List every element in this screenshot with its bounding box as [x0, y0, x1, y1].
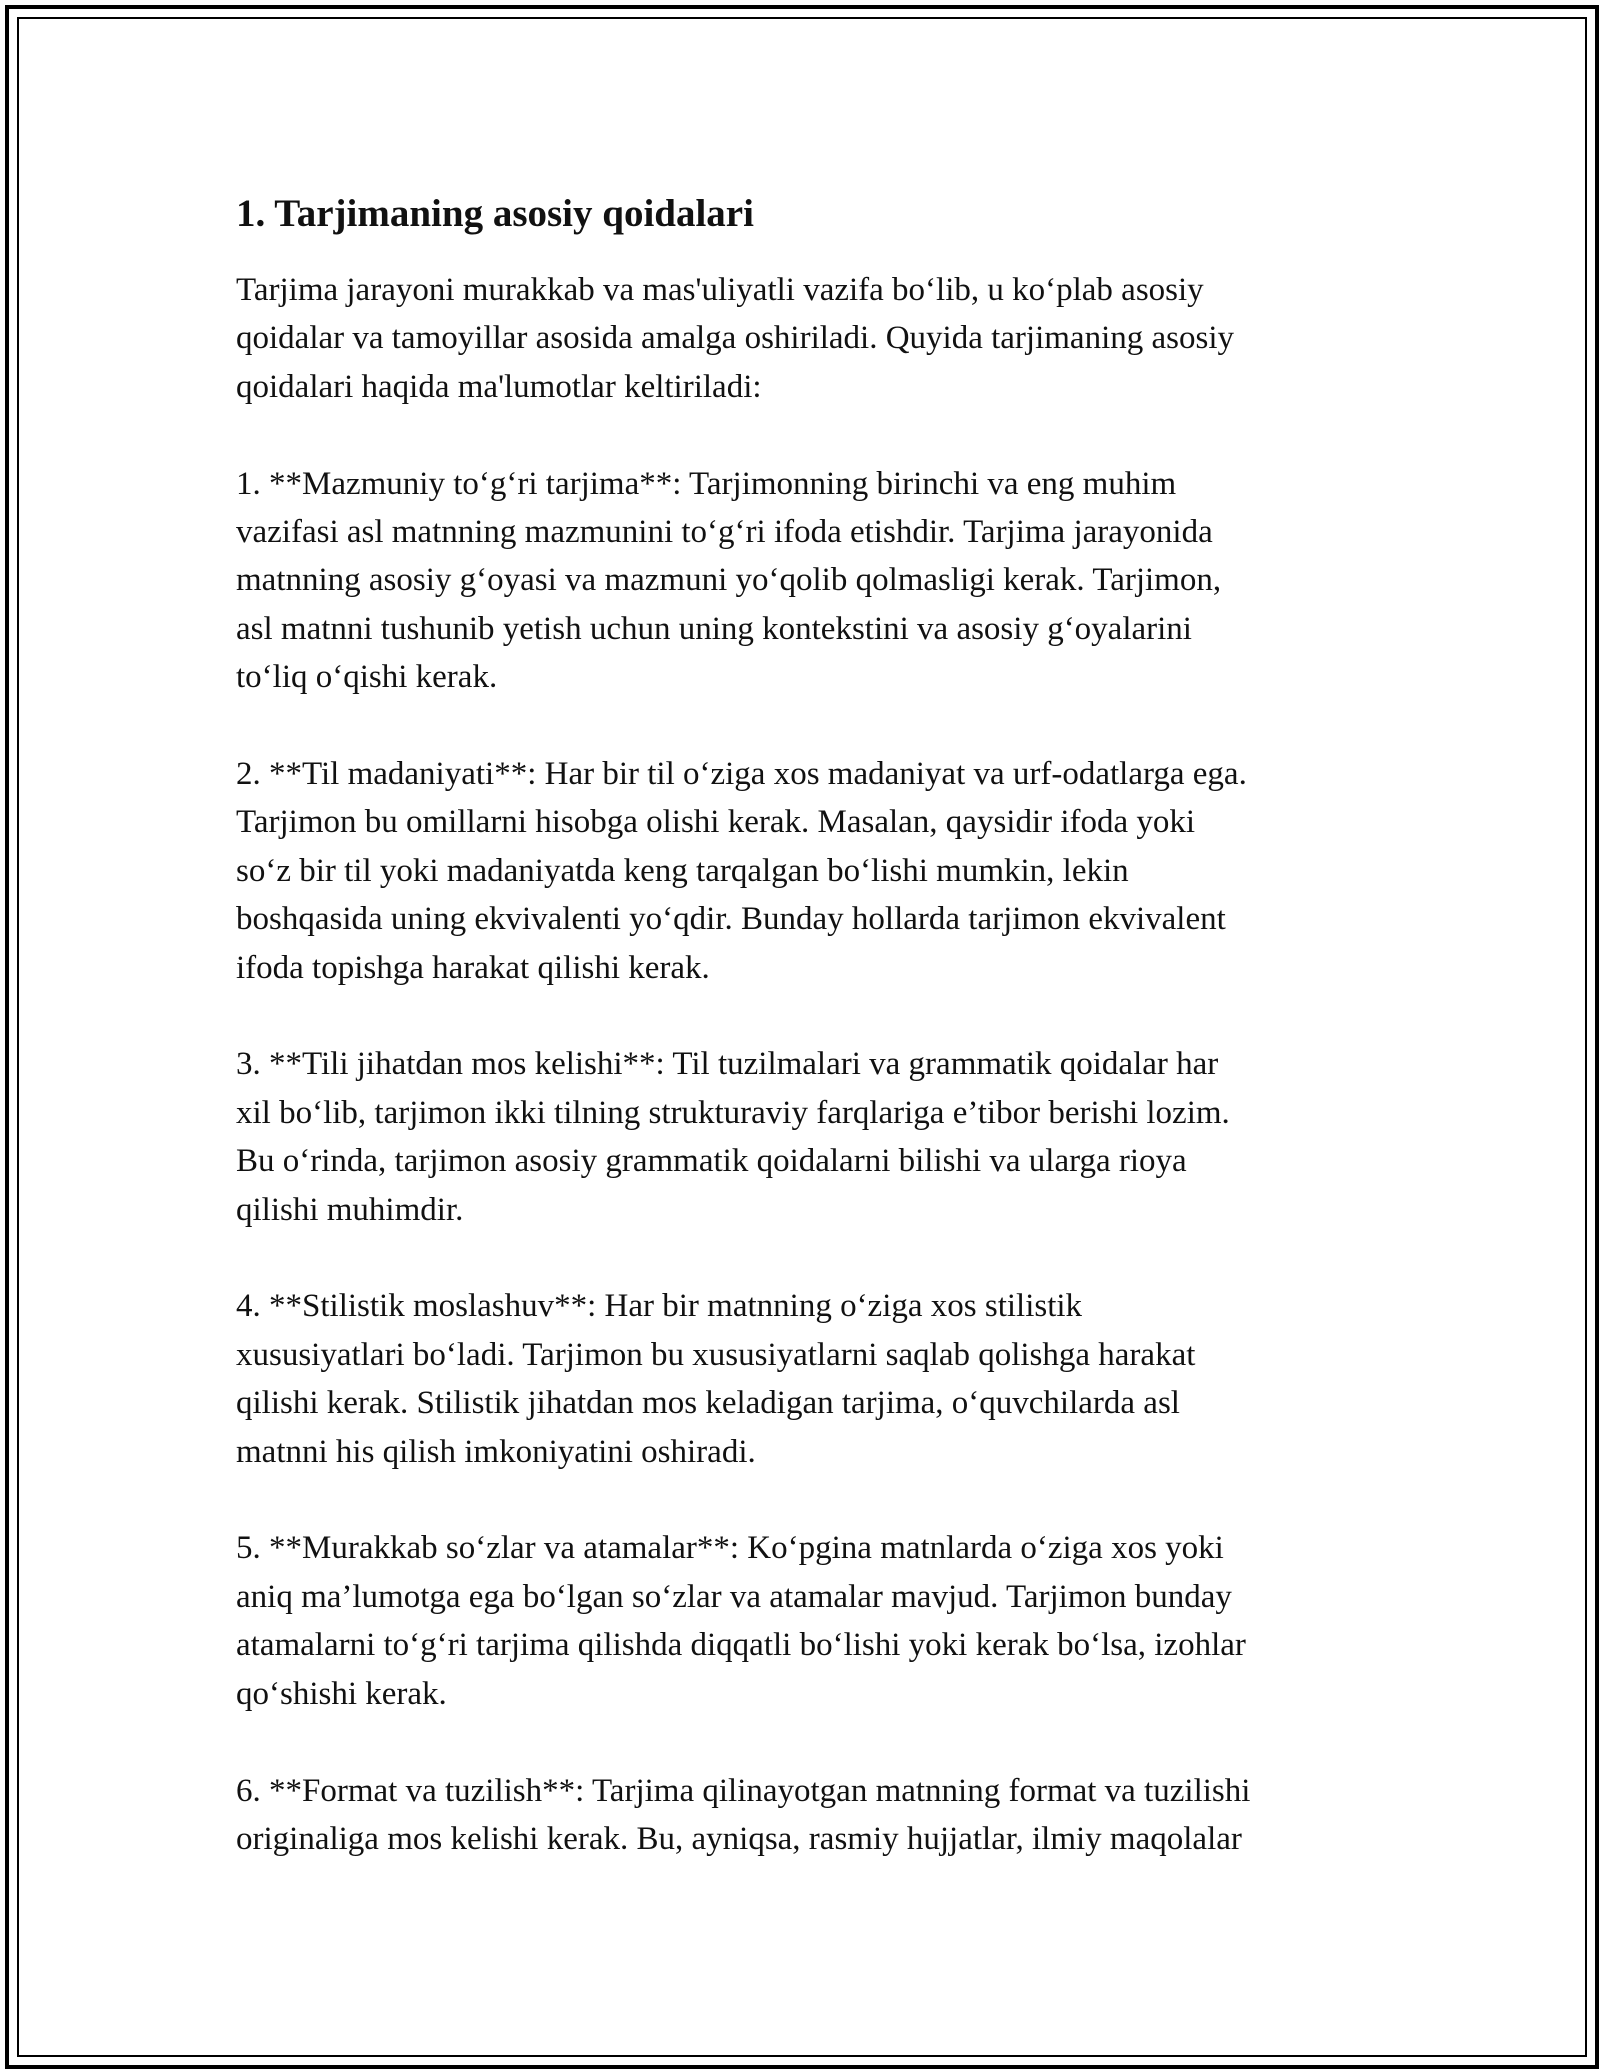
- text-line: 3. **Tili jihatdan mos kelishi**: Til tuzilmalari va grammatik qoidalar har: [236, 1046, 1219, 1083]
- text-line: Tarjima jarayoni murakkab va mas'uliyatli vazifa bo‘lib, u ko‘plab asosiy: [236, 272, 1204, 308]
- text-line: aniq ma’lumotga ega bo‘lgan so‘zlar va atamalar mavjud. Tarjimon bunday: [236, 1578, 1232, 1615]
- text-line: qilishi muhimdir.: [236, 1191, 464, 1228]
- text-line: boshqasida uning ekvivalenti yo‘qdir. Bunday hollarda tarjimon ekvivalent: [236, 901, 1226, 938]
- text-line: vazifasi asl matnning mazmunini to‘g‘ri ifoda etishdir. Tarjima jarayonida: [236, 514, 1213, 551]
- text-line: 2. **Til madaniyati**: Har bir til o‘ziga xos madaniyat va urf-odatlarga ega.: [236, 756, 1247, 793]
- text-line: Tarjimon bu omillarni hisobga olishi kerak. Masalan, qaysidir ifoda yoki: [236, 804, 1196, 841]
- text-line: 4. **Stilistik moslashuv**: Har bir matnning o‘ziga xos stilistik: [236, 1288, 1083, 1325]
- text-line: asl matnni tushunib yetish uchun uning kontekstini va asosiy g‘oyalarini: [236, 610, 1192, 647]
- text-line: qo‘shishi kerak.: [236, 1675, 447, 1712]
- text-line: 1. **Mazmuniy to‘g‘ri tarjima**: Tarjimonning birinchi va eng muhim: [236, 465, 1177, 502]
- text-line: xususiyatlari bo‘ladi. Tarjimon bu xususiyatlarni saqlab qolishga harakat: [236, 1336, 1196, 1373]
- text-line: 6. **Format va tuzilish**: Tarjima qilinayotgan matnning format va tuzilishi: [236, 1772, 1251, 1809]
- paragraph-rule-1: [236, 460, 1386, 702]
- text-line: ifoda topishga harakat qilishi kerak.: [236, 949, 710, 986]
- paragraph-rule-3: [236, 1040, 1386, 1234]
- text-line: xil bo‘lib, tarjimon ikki tilning strukturaviy farqlariga e’tibor berishi lozim.: [236, 1094, 1230, 1131]
- text-line: so‘z bir til yoki madaniyatda keng tarqalgan bo‘lishi mumkin, lekin: [236, 852, 1129, 889]
- text-line: atamalarni to‘g‘ri tarjima qilishda diqqatli bo‘lishi yoki kerak bo‘lsa, izohlar: [236, 1627, 1246, 1664]
- text-line: qilishi kerak. Stilistik jihatdan mos keladigan tarjima, o‘quvchilarda asl: [236, 1385, 1180, 1422]
- paragraph-rule-2: [236, 750, 1386, 992]
- text-line: matnni his qilish imkoniyatini oshiradi.: [236, 1433, 756, 1470]
- section-heading: 1. Tarjimaning asosiy qoidalari: [236, 192, 754, 235]
- paragraph-intro: [236, 266, 1386, 411]
- document-body: [236, 190, 1386, 1912]
- text-line: originaliga mos kelishi kerak. Bu, ayniqsa, rasmiy hujjatlar, ilmiy maqolalar: [236, 1820, 1242, 1857]
- paragraph-rule-5: [236, 1524, 1386, 1718]
- text-line: to‘liq o‘qishi kerak.: [236, 659, 498, 696]
- text-line: 5. **Murakkab so‘zlar va atamalar**: Ko‘pgina matnlarda o‘ziga xos yoki: [236, 1530, 1224, 1567]
- paragraph-rule-6: [236, 1767, 1386, 1864]
- text-line: qoidalar va tamoyillar asosida amalga oshiriladi. Quyida tarjimaning asosiy: [236, 320, 1234, 357]
- text-line: qoidalari haqida ma'lumotlar keltiriladi:: [236, 368, 762, 405]
- paragraph-rule-4: [236, 1282, 1386, 1476]
- text-line: matnning asosiy g‘oyasi va mazmuni yo‘qolib qolmasligi kerak. Tarjimon,: [236, 562, 1222, 599]
- text-line: Bu o‘rinda, tarjimon asosiy grammatik qoidalarni bilishi va ularga rioya: [236, 1143, 1187, 1180]
